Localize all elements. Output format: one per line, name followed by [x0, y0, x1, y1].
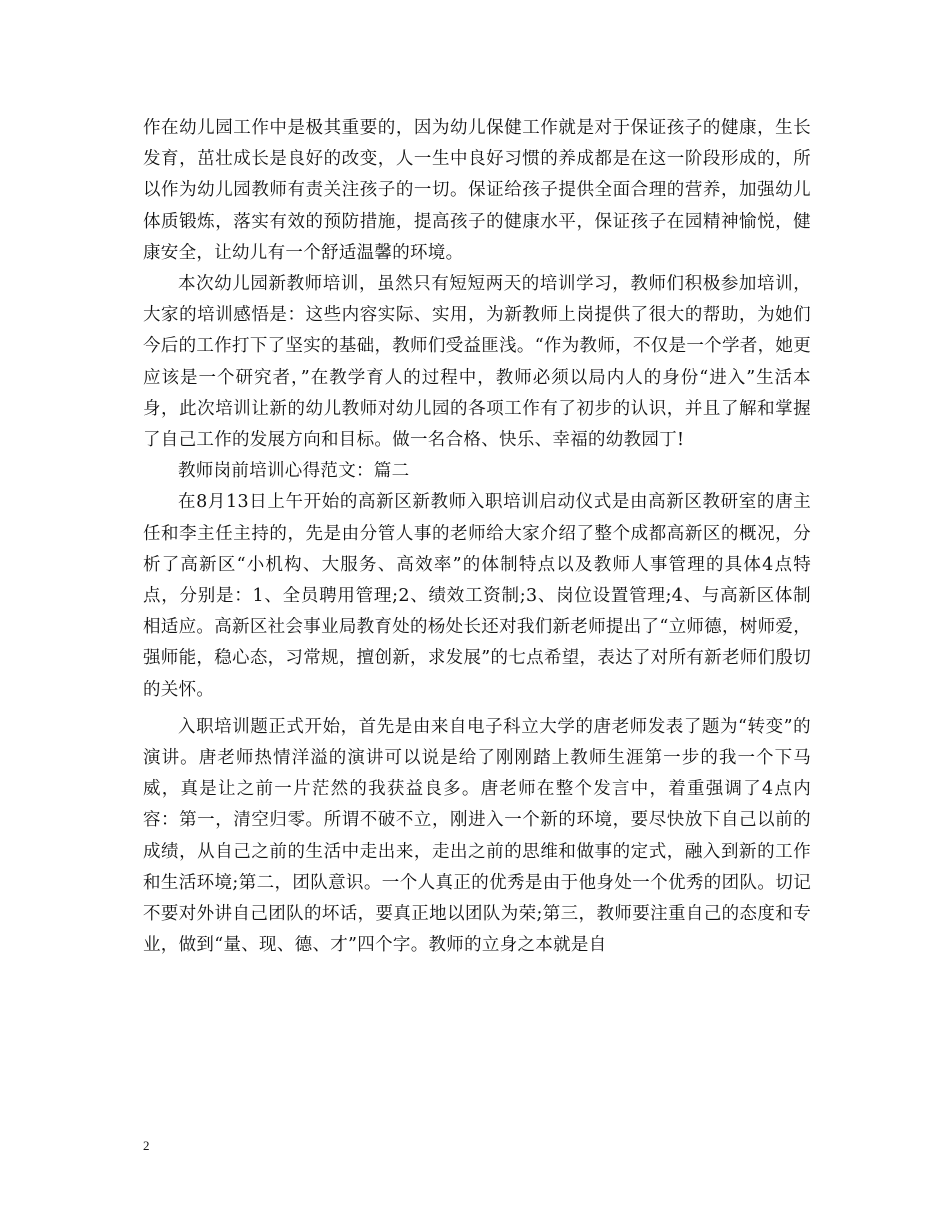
- paragraph-training-summary: 本次幼儿园新教师培训，虽然只有短短两天的培训学习，教师们积极参加培训，大家的培训感悟是：这些内容实际、实用，为新教师上岗提供了很大的帮助，为她们今后的工作打下了坚实的基础，教师们受益匪浅。“作为教师，不仅是一个学者，她更应该是一个研究者，”在教学育人的过程中，教师必须以局内人的身份“进入”生活本身，此次培训让新的幼儿教师对幼儿园的各项工作有了初步的认识，并且了解和掌握了自己工作的发展方向和目标。做一名合格、快乐、幸福的幼教园丁!: [143, 274, 811, 451]
- paragraph-opening-ceremony: 在8月13日上午开始的高新区新教师入职培训启动仪式是由高新区教研室的唐主任和李主任主持的，先是由分管人事的老师给大家介绍了整个成都高新区的概况，分析了高新区“小机构、大服务、高效率”的体制特点以及教师人事管理的具体4点特点，分别是：1、全员聘用管理;2、绩效工资制;3、岗位设置管理;4、与高新区体制相适应。高新区社会事业局教育处的杨处长还对我们新老师提出了“立师德，树师爱，强师能，稳心态，习常规，擅创新，求发展”的七点希望，表达了对所有新老师们殷切的关怀。: [143, 492, 811, 700]
- paragraph-continued: 作在幼儿园工作中是极其重要的，因为幼儿保健工作就是对于保证孩子的健康，生长发育，茁壮成长是良好的改变，人一生中良好习惯的养成都是在这一阶段形成的，所以作为幼儿园教师有责关注孩子的一切。保证给孩子提供全面合理的营养，加强幼儿体质锻炼，落实有效的预防措施，提高孩子的健康水平，保证孩子在园精神愉悦，健康安全，让幼儿有一个舒适温馨的环境。: [143, 118, 811, 263]
- paragraph-lecture: 入职培训题正式开始，首先是由来自电子科立大学的唐老师发表了题为“转变”的演讲。唐老师热情洋溢的演讲可以说是给了刚刚踏上教师生涯第一步的我一个下马威，真是让之前一片茫然的我获益良多。唐老师在整个发言中，着重强调了4点内容：第一，清空归零。所谓不破不立，刚进入一个新的环境，要尽快放下自己以前的成绩，从自己之前的生活中走出来，走出之前的思维和做事的定式，融入到新的工作和生活环境;第二，团队意识。一个人真正的优秀是由于他身处一个优秀的团队。切记不要对外讲自己团队的坏话，要真正地以团队为荣;第三，教师要注重自己的态度和专业，做到“量、现、德、才”四个字。教师的立身之本就是自: [143, 716, 811, 956]
- page-number: 2: [143, 1138, 150, 1153]
- document-body: [143, 113, 811, 961]
- section-heading: 教师岗前培训心得范文：篇二: [178, 461, 410, 482]
